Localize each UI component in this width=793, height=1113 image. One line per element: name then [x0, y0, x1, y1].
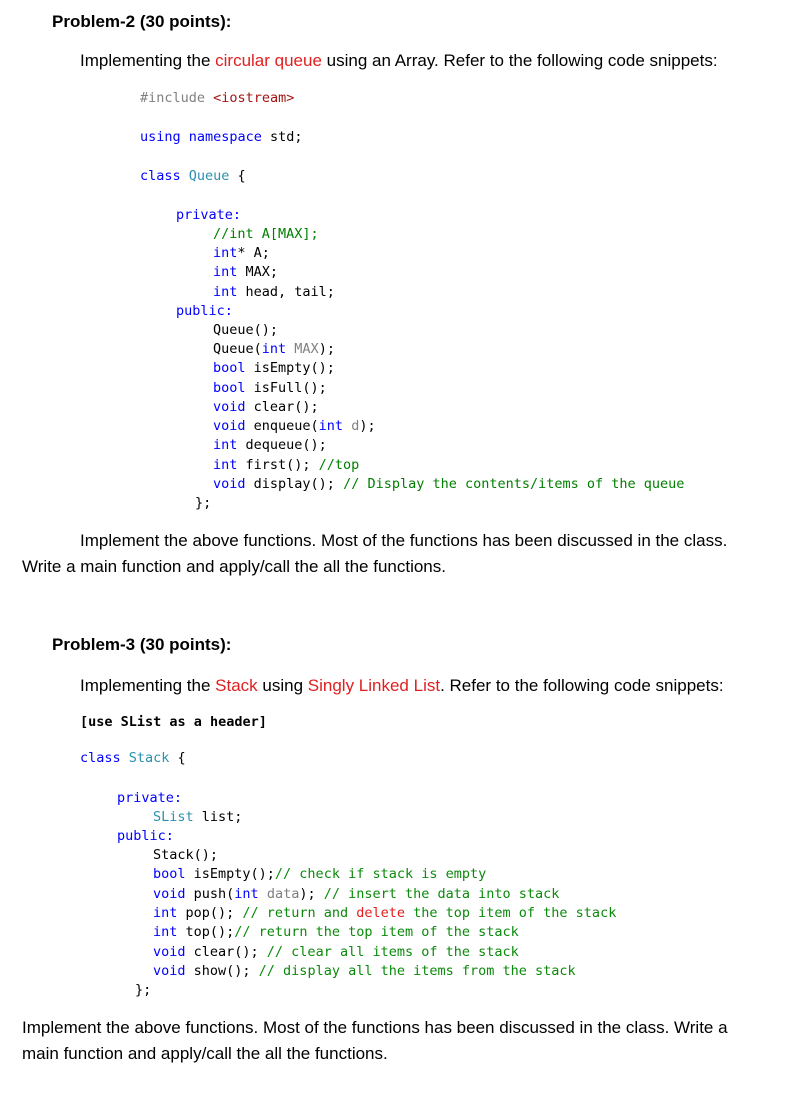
code-text: pop();: [177, 905, 243, 921]
code-using-line: [140, 129, 303, 145]
code-comment: // return and: [242, 905, 357, 921]
keyword: int: [213, 264, 238, 280]
code-method-line: [153, 963, 576, 979]
problem-2-outro-line-2: Write a main function and apply/call the all the functions.: [22, 557, 446, 576]
code-text: isFull();: [245, 380, 327, 396]
keyword: int: [153, 905, 178, 921]
problem-3-intro: [80, 676, 724, 696]
intro-highlight-singly-linked-list: Singly Linked List: [307, 676, 441, 695]
class-name: Queue: [188, 168, 230, 184]
intro-text: Implementing the: [80, 51, 216, 70]
code-text: * A;: [237, 245, 270, 261]
parameter: d: [343, 418, 360, 434]
problem-2-intro: [80, 51, 718, 71]
code-comment: // clear all items of the stack: [266, 944, 519, 960]
class-name: Stack: [128, 750, 170, 766]
code-text: MAX;: [237, 264, 279, 280]
access-public: public:: [117, 828, 174, 844]
code-text: isEmpty();: [245, 360, 335, 376]
code-method-line: [213, 476, 684, 492]
code-class-line: [80, 750, 186, 766]
code-text: top();: [177, 924, 235, 940]
code-class-close: };: [195, 495, 212, 511]
code-comment: // return the top item of the stack: [234, 924, 519, 940]
problem-2-heading: Problem-2 (30 points):: [52, 12, 232, 31]
intro-text: using an Array. Refer to the following code snippets:: [321, 51, 718, 70]
keyword: int: [213, 437, 238, 453]
code-method-line: [153, 944, 519, 960]
code-text: std;: [261, 129, 303, 145]
code-comment: //int A[MAX];: [213, 226, 319, 242]
intro-highlight-circular-queue: circular queue: [215, 51, 322, 70]
code-text: {: [229, 168, 246, 184]
keyword: int: [261, 341, 287, 357]
code-text: push(: [185, 886, 235, 902]
code-text: Queue(: [213, 341, 262, 357]
keyword: class: [140, 168, 189, 184]
keyword: void: [213, 399, 246, 415]
code-member-line: [213, 284, 335, 300]
code-text: display();: [245, 476, 344, 492]
code-method-line: [213, 418, 376, 434]
access-private: private:: [176, 207, 242, 223]
code-text: dequeue();: [237, 437, 327, 453]
code-text: show();: [185, 963, 259, 979]
code-comment: // display all the items from the stack: [258, 963, 576, 979]
intro-text: using: [257, 676, 308, 695]
code-class-close: };: [135, 982, 152, 998]
keyword: class: [80, 750, 129, 766]
type-name: SList: [153, 809, 194, 825]
code-method-line: [153, 886, 559, 902]
code-text: );: [299, 886, 324, 902]
preprocessor-directive: #include: [140, 90, 214, 106]
intro-text: Implementing the: [80, 676, 216, 695]
code-text: list;: [193, 809, 243, 825]
code-method-line: [153, 905, 616, 921]
code-comment: //top: [318, 457, 360, 473]
access-public: public:: [176, 303, 233, 319]
code-text: );: [359, 418, 376, 434]
access-private: private:: [117, 790, 183, 806]
keyword: void: [213, 476, 246, 492]
header-note: [use SList as a header]: [80, 714, 267, 730]
problem-3-outro-line-1: Implement the above functions. Most of the functions has been discussed in the class. Write a: [22, 1018, 728, 1037]
keyword: int: [234, 886, 259, 902]
problem-2-outro-line-1: Implement the above functions. Most of the functions has been discussed in the class.: [80, 531, 728, 550]
code-text: isEmpty();: [185, 866, 275, 882]
code-method-line: [213, 399, 319, 415]
code-method-line: Queue();: [213, 322, 279, 338]
code-method-line: [153, 866, 486, 882]
problem-3-outro-line-2: main function and apply/call the all the functions.: [22, 1044, 388, 1063]
code-member-line: [153, 809, 242, 825]
keyword: void: [213, 418, 246, 434]
code-include-line: [140, 90, 294, 106]
intro-text: . Refer to the following code snippets:: [440, 676, 724, 695]
code-comment: the top item of the stack: [405, 905, 617, 921]
code-method-line: [213, 457, 359, 473]
code-member-line: [213, 245, 270, 261]
code-method-line: [213, 341, 335, 357]
code-comment: // insert the data into stack: [323, 886, 560, 902]
intro-highlight-stack: Stack: [215, 676, 258, 695]
code-member-line: [213, 264, 278, 280]
keyword: void: [153, 944, 186, 960]
keyword: int: [213, 457, 238, 473]
code-text: );: [318, 341, 335, 357]
code-method-line: [213, 360, 335, 376]
code-method-line: [213, 437, 327, 453]
code-comment: // check if stack is empty: [274, 866, 487, 882]
code-text: enqueue(: [245, 418, 319, 434]
code-comment: // Display the contents/items of the queue: [343, 476, 685, 492]
keyword: using namespace: [140, 129, 262, 145]
keyword: void: [153, 886, 186, 902]
keyword: int: [153, 924, 178, 940]
keyword: bool: [153, 866, 186, 882]
code-class-line: [140, 168, 246, 184]
include-header: <iostream>: [213, 90, 295, 106]
code-text: head, tail;: [237, 284, 335, 300]
code-comment-highlight: delete: [356, 905, 405, 921]
keyword: bool: [213, 380, 246, 396]
keyword: int: [318, 418, 344, 434]
keyword: int: [213, 284, 238, 300]
problem-3-heading: Problem-3 (30 points):: [52, 635, 232, 654]
code-method-line: [153, 924, 519, 940]
code-method-line: Stack();: [153, 847, 219, 863]
code-method-line: [213, 380, 327, 396]
code-text: clear();: [245, 399, 319, 415]
code-text: clear();: [185, 944, 267, 960]
keyword: bool: [213, 360, 246, 376]
keyword: int: [213, 245, 238, 261]
parameter: MAX: [286, 341, 319, 357]
code-text: {: [169, 750, 186, 766]
parameter: data: [258, 886, 300, 902]
code-text: first();: [237, 457, 319, 473]
keyword: void: [153, 963, 186, 979]
